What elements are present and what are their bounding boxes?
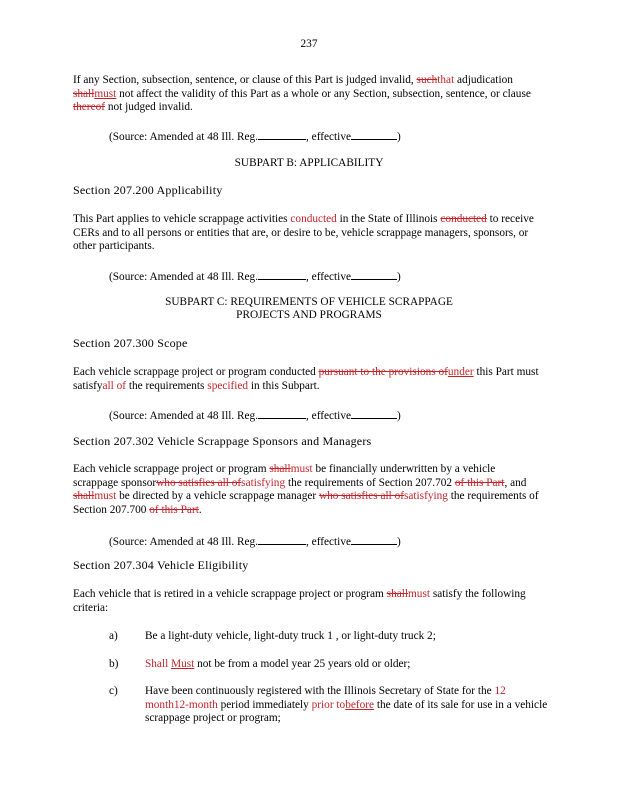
inserted-text: satisfying bbox=[241, 476, 286, 489]
list-item-text: Be a light-duty vehicle, light-duty truck 1 , or light-duty truck 2; bbox=[145, 630, 436, 642]
deleted-text: shall bbox=[386, 588, 409, 600]
list-item-text: Have been continuously registered with the Illinois Secretary of State for the 12 month12-month period immediately prior tobefore the date of its sale for use in a vehicle scrappage project or program; bbox=[145, 685, 548, 724]
deleted-text: of this Part bbox=[454, 476, 505, 489]
list-item bbox=[109, 658, 549, 672]
inserted-text: prior to bbox=[311, 698, 346, 711]
section-207-302-body: Each vehicle scrappage project or program shallmust be financially underwritten by a vehicle scrappage sponsorwho satisfies all ofsatisfying the requirements of Section 207.702 of this Part, and shallmust be directed by a vehicle scrappage manager who satisfies all ofsatisfying the requirements of Section 207.700 of this Part. bbox=[73, 463, 539, 516]
subpart-c-title-line1: SUBPART C: REQUIREMENTS OF VEHICLE SCRAPPAGE bbox=[165, 296, 453, 308]
source-note: (Source: Amended at 48 Ill. Reg. , effective ) bbox=[109, 128, 401, 145]
inserted-text: Shall bbox=[145, 658, 169, 670]
inserted-text: must bbox=[408, 588, 430, 600]
severability-paragraph: If any Section, subsection, sentence, or clause of this Part is judged invalid, suchthat adjudication shallmust not affect the validity of this Part as a whole or any Section, subsection, sentence, or clause thereof not judged invalid. bbox=[73, 74, 531, 113]
inserted-text: under bbox=[447, 366, 474, 378]
section-207-300-heading: Section 207.300 Scope bbox=[73, 336, 188, 350]
section-207-304-body: Each vehicle that is retired in a vehicle scrappage project or program shallmust satisfy the following criteria: bbox=[73, 588, 526, 614]
list-item-text: Shall Must not be from a model year 25 years old or older; bbox=[145, 658, 411, 670]
section-207-200-heading: Section 207.200 Applicability bbox=[73, 183, 223, 197]
deleted-text: who satisfies all of bbox=[156, 476, 242, 489]
deleted-text: shall bbox=[73, 490, 95, 502]
source-note: (Source: Amended at 48 Ill. Reg. , effective ) bbox=[109, 407, 401, 424]
deleted-text: who satisfies all of bbox=[318, 490, 404, 502]
deleted-text: shall bbox=[73, 87, 95, 100]
inserted-text: conducted bbox=[290, 213, 337, 225]
section-207-304-heading: Section 207.304 Vehicle Eligibility bbox=[73, 558, 249, 572]
deleted-text: thereof bbox=[73, 101, 105, 113]
page-number: 237 bbox=[300, 38, 318, 50]
list-item bbox=[109, 630, 549, 644]
inserted-text: 12 month bbox=[145, 685, 506, 711]
inserted-text: must bbox=[94, 490, 117, 502]
list-item-label: c) bbox=[109, 685, 118, 697]
inserted-text: 12-month bbox=[173, 698, 218, 711]
inserted-text: that bbox=[437, 74, 455, 86]
inserted-text: before bbox=[345, 698, 375, 711]
deleted-text: pursuant to the provisions of bbox=[318, 366, 448, 378]
section-207-302-heading: Section 207.302 Vehicle Scrappage Sponsors and Managers bbox=[73, 434, 372, 448]
deleted-text: shall bbox=[269, 463, 291, 475]
source-note: (Source: Amended at 48 Ill. Reg. , effective ) bbox=[109, 268, 401, 285]
source-note: (Source: Amended at 48 Ill. Reg. , effective ) bbox=[109, 533, 401, 550]
deleted-text: such bbox=[416, 74, 438, 86]
section-207-300-body: Each vehicle scrappage project or program conducted pursuant to the provisions ofunder this Part must satisfyall of the requirements specified in this Subpart. bbox=[73, 366, 539, 392]
inserted-text: specified bbox=[207, 379, 249, 392]
deleted-text: conducted bbox=[440, 213, 487, 225]
inserted-text: all of bbox=[102, 379, 127, 392]
subpart-b-title: SUBPART B: APPLICABILITY bbox=[234, 157, 384, 169]
inserted-text: Must bbox=[171, 658, 195, 670]
inserted-text: must bbox=[94, 87, 117, 100]
list-item-label: a) bbox=[109, 630, 118, 642]
deleted-text: of this Part bbox=[149, 503, 199, 516]
list-item-label: b) bbox=[109, 658, 119, 670]
inserted-text: satisfying bbox=[403, 490, 448, 502]
section-207-200-body: This Part applies to vehicle scrappage activities conducted in the State of Illinois conducted to receive CERs and to all persons or entities that are, or desire to be, vehicle scrappage managers, sponsors, or other participants. bbox=[73, 213, 534, 252]
inserted-text: must bbox=[290, 463, 313, 475]
subpart-c-title-line2: PROJECTS AND PROGRAMS bbox=[236, 309, 382, 321]
list-item bbox=[109, 685, 549, 726]
